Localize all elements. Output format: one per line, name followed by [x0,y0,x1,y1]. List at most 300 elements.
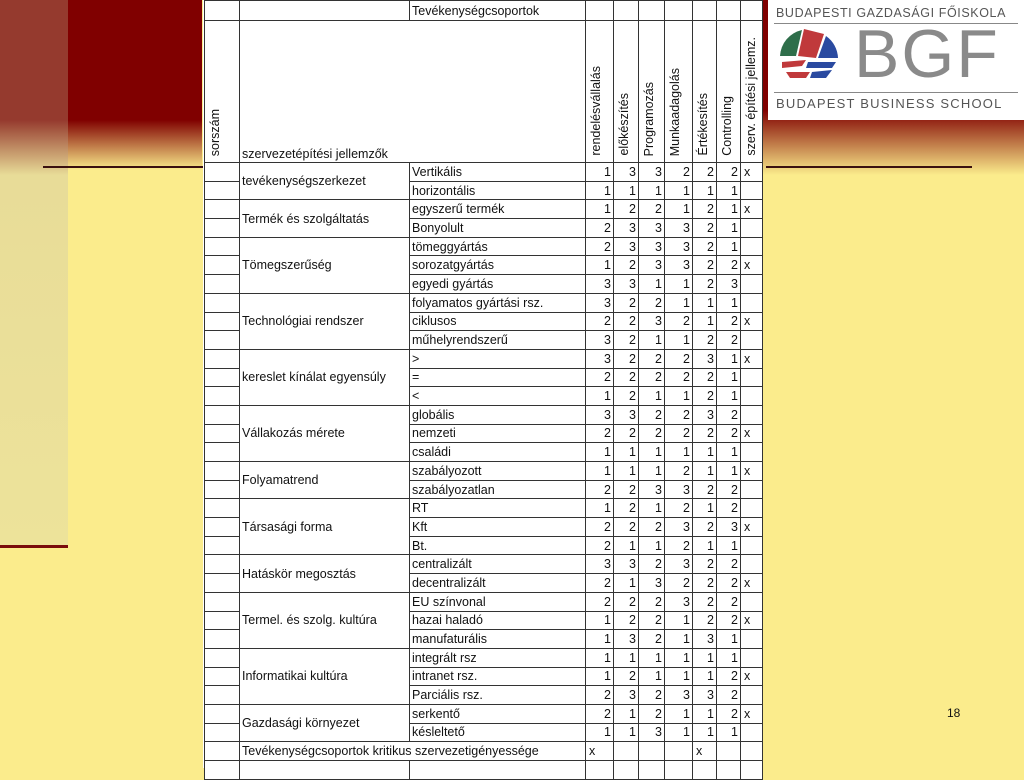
value-cell: 2 [717,704,741,723]
value-cell: 2 [665,405,693,424]
value-cell: 2 [614,480,639,499]
value-cell: 1 [693,536,717,555]
value-cell: 3 [665,256,693,275]
sorszam-cell [205,742,240,761]
sorszam-cell [205,312,240,331]
empty-row [205,761,763,780]
mark-cell [741,405,763,424]
value-cell: 2 [639,349,665,368]
value-cell: 2 [614,424,639,443]
sorszam-cell [205,648,240,667]
row-label: egyedi gyártás [410,275,586,294]
value-cell: 2 [614,387,639,406]
group-name: Vállakozás mérete [240,405,410,461]
row-label: Kft [410,518,586,537]
value-cell: 1 [665,331,693,350]
value-cell: 1 [693,293,717,312]
value-cell: 2 [639,518,665,537]
table-row [205,648,763,667]
value-cell: 2 [693,237,717,256]
value-cell: 2 [717,312,741,331]
value-cell: 3 [693,630,717,649]
value-cell: 1 [693,499,717,518]
table-row [205,293,763,312]
sorszam-cell [205,293,240,312]
row-label: horizontális [410,181,586,200]
value-cell: 1 [693,462,717,481]
row-label: szabályozott [410,462,586,481]
column-header-label: Controlling [720,96,734,156]
sorszam-cell [205,405,240,424]
footer-mark-cell [717,742,741,761]
table-row [205,499,763,518]
row-label: > [410,349,586,368]
value-cell: 2 [693,574,717,593]
row-label: hazai haladó [410,611,586,630]
value-cell: 1 [717,630,741,649]
value-cell: 2 [717,574,741,593]
value-cell: 3 [586,405,614,424]
sorszam-label: sorszám [208,108,222,156]
value-cell: 1 [586,723,614,742]
logo-bottom-text: BUDAPEST BUSINESS SCHOOL [776,96,1003,111]
value-cell: 1 [639,331,665,350]
row-label: manufaturális [410,630,586,649]
value-cell: 2 [665,574,693,593]
value-cell: 2 [614,611,639,630]
row-label: Parciális rsz. [410,686,586,705]
value-cell: 2 [717,555,741,574]
value-cell: 1 [665,443,693,462]
value-cell: 2 [639,200,665,219]
value-cell: 2 [717,667,741,686]
sorszam-cell [205,704,240,723]
value-cell: 2 [665,312,693,331]
column-header [614,21,639,163]
value-cell: 2 [693,256,717,275]
group-name: Hatáskör megosztás [240,555,410,592]
value-cell: 2 [693,163,717,182]
value-cell: 1 [717,368,741,387]
value-cell: 3 [639,723,665,742]
value-cell: 1 [717,200,741,219]
mark-cell [741,331,763,350]
cell [693,1,717,21]
value-cell: 3 [639,219,665,238]
value-cell: 2 [717,331,741,350]
sorszam-cell [205,200,240,219]
mark-cell [741,723,763,742]
value-cell: 2 [614,499,639,518]
sorszam-header [205,21,240,163]
table-row [205,349,763,368]
group-name: Technológiai rendszer [240,293,410,349]
value-cell: 3 [665,592,693,611]
value-cell: 2 [693,275,717,294]
mark-cell [741,368,763,387]
table-row [205,163,763,182]
value-cell: 3 [665,518,693,537]
value-cell: 3 [639,237,665,256]
value-cell: 2 [639,611,665,630]
sorszam-cell [205,499,240,518]
row-label: serkentő [410,704,586,723]
value-cell: 1 [639,275,665,294]
value-cell: 1 [665,293,693,312]
value-cell: 2 [614,293,639,312]
mark-cell: x [741,312,763,331]
column-header-label: Programozás [642,81,656,156]
mark-cell [741,592,763,611]
sorszam-cell [205,536,240,555]
group-name: Gazdasági környezet [240,704,410,741]
value-cell: 2 [586,368,614,387]
organization-characteristics-table [204,0,763,780]
value-cell: 2 [586,237,614,256]
row-label: centralizált [410,555,586,574]
sorszam-cell [205,462,240,481]
mark-cell [741,443,763,462]
value-cell: 1 [639,443,665,462]
cell [693,761,717,780]
value-cell: 3 [586,349,614,368]
footer-mark-cell [639,742,665,761]
sorszam-cell [205,181,240,200]
sorszam-cell [205,686,240,705]
value-cell: 3 [586,331,614,350]
sorszam-cell [205,592,240,611]
value-cell: 1 [614,462,639,481]
sorszam-cell [205,163,240,182]
slide-decoration-left-band [68,0,202,200]
value-cell: 1 [586,200,614,219]
sorszam-cell [205,443,240,462]
slide-decoration-left-strip [0,0,68,546]
cell [240,1,410,21]
value-cell: 2 [693,592,717,611]
value-cell: 1 [717,387,741,406]
value-cell: 2 [614,200,639,219]
column-header [693,21,717,163]
row-label: műhelyrendszerű [410,331,586,350]
divider-right [766,166,972,168]
mark-cell [741,480,763,499]
value-cell: 2 [614,331,639,350]
sorszam-cell [205,424,240,443]
table-row [205,462,763,481]
sorszam-cell [205,630,240,649]
value-cell: 2 [586,312,614,331]
footer-mark-cell: x [693,742,717,761]
value-cell: 1 [639,387,665,406]
column-header-label: Értékesítés [696,93,710,156]
logo-top-text: BUDAPESTI GAZDASÁGI FŐISKOLA [776,6,1007,20]
row-label: < [410,387,586,406]
value-cell: 3 [665,686,693,705]
group-name: Folyamatrend [240,462,410,499]
value-cell: 1 [639,181,665,200]
mark-cell: x [741,518,763,537]
column-header [717,21,741,163]
cell [665,761,693,780]
footer-mark-cell: x [586,742,614,761]
cell [614,761,639,780]
value-cell: 1 [614,574,639,593]
sorszam-cell [205,331,240,350]
value-cell: 2 [614,518,639,537]
mark-cell: x [741,667,763,686]
value-cell: 2 [665,368,693,387]
mark-cell [741,219,763,238]
group-title: Tevékenységcsoportok [410,1,586,21]
value-cell: 2 [717,405,741,424]
column-header [586,21,614,163]
mark-cell [741,293,763,312]
value-cell: 1 [717,293,741,312]
value-cell: 2 [717,592,741,611]
value-cell: 2 [639,630,665,649]
cell [665,1,693,21]
value-cell: 2 [693,368,717,387]
value-cell: 3 [614,237,639,256]
value-cell: 2 [614,349,639,368]
value-cell: 1 [717,723,741,742]
value-cell: 2 [639,555,665,574]
value-cell: 3 [614,275,639,294]
group-name: Termel. és szolg. kultúra [240,592,410,648]
cell [614,1,639,21]
value-cell: 2 [614,592,639,611]
value-cell: 1 [639,536,665,555]
mark-cell: x [741,256,763,275]
row-label: egyszerű termék [410,200,586,219]
cell [240,761,410,780]
sorszam-cell [205,275,240,294]
value-cell: 1 [586,499,614,518]
value-cell: 1 [586,611,614,630]
row-label: ciklusos [410,312,586,331]
value-cell: 3 [665,480,693,499]
group-name: kereslet kínálat egyensúly [240,349,410,405]
value-cell: 3 [614,405,639,424]
table-row [205,592,763,611]
value-cell: 2 [586,704,614,723]
mark-cell: x [741,611,763,630]
value-cell: 2 [586,536,614,555]
value-cell: 1 [586,667,614,686]
value-cell: 1 [586,387,614,406]
value-cell: 3 [586,555,614,574]
column-header-label: előkészítés [617,93,631,156]
cell [639,761,665,780]
value-cell: 2 [665,163,693,182]
mark-cell: x [741,574,763,593]
value-cell: 1 [717,443,741,462]
mark-cell [741,536,763,555]
column-header-label: rendelésvállalás [589,66,603,156]
value-cell: 1 [717,219,741,238]
value-cell: 2 [717,256,741,275]
value-cell: 3 [665,219,693,238]
value-cell: 2 [693,518,717,537]
value-cell: 2 [717,611,741,630]
value-cell: 2 [693,611,717,630]
row-label: Bt. [410,536,586,555]
value-cell: 3 [614,163,639,182]
value-cell: 2 [614,368,639,387]
value-cell: 1 [665,200,693,219]
value-cell: 2 [614,312,639,331]
row-label: EU színvonal [410,592,586,611]
value-cell: 2 [586,424,614,443]
value-cell: 1 [717,536,741,555]
page-number: 18 [947,706,961,720]
value-cell: 2 [586,219,614,238]
value-cell: 1 [717,237,741,256]
value-cell: 1 [717,648,741,667]
mark-cell [741,555,763,574]
value-cell: 3 [639,312,665,331]
value-cell: 3 [693,405,717,424]
value-cell: 1 [665,667,693,686]
sorszam-cell [205,667,240,686]
table-row [205,704,763,723]
value-cell: 1 [693,312,717,331]
value-cell: 1 [693,181,717,200]
cell [717,761,741,780]
mark-cell [741,275,763,294]
value-cell: 1 [665,648,693,667]
value-cell: 2 [586,480,614,499]
value-cell: 1 [614,181,639,200]
value-cell: 3 [639,256,665,275]
value-cell: 3 [693,349,717,368]
value-cell: 3 [614,555,639,574]
value-cell: 1 [717,462,741,481]
column-header [741,21,763,163]
value-cell: 1 [693,443,717,462]
value-cell: 2 [665,424,693,443]
table-row [205,237,763,256]
value-cell: 2 [717,480,741,499]
value-cell: 1 [586,630,614,649]
footer-mark-cell [665,742,693,761]
value-cell: 2 [693,424,717,443]
mark-cell [741,499,763,518]
value-cell: 2 [717,499,741,518]
value-cell: 3 [717,275,741,294]
logo-rule [774,92,1018,93]
column-header [665,21,693,163]
row-label: = [410,368,586,387]
row-label: családi [410,443,586,462]
value-cell: 1 [586,163,614,182]
characteristics-header: szervezetépítési jellemzők [240,21,586,163]
sorszam-cell [205,518,240,537]
table-row [205,200,763,219]
cell [586,761,614,780]
group-name: Termék és szolgáltatás [240,200,410,237]
mark-cell [741,237,763,256]
header-row-1 [205,1,763,21]
value-cell: 1 [586,648,614,667]
footer-row [205,742,763,761]
mark-cell: x [741,200,763,219]
sorszam-cell [205,219,240,238]
mark-cell: x [741,349,763,368]
sorszam-cell [205,349,240,368]
value-cell: 2 [665,349,693,368]
divider-bottom-left [0,545,68,548]
row-label: késleltető [410,723,586,742]
sorszam-cell [205,574,240,593]
cell [639,1,665,21]
cell [741,1,763,21]
value-cell: 2 [614,256,639,275]
divider-left [43,166,203,168]
group-name: Társasági forma [240,499,410,555]
footer-mark-cell [614,742,639,761]
value-cell: 1 [693,723,717,742]
value-cell: 3 [639,163,665,182]
value-cell: 2 [665,462,693,481]
value-cell: 2 [693,200,717,219]
value-cell: 1 [665,275,693,294]
row-label: intranet rsz. [410,667,586,686]
footer-label: Tevékenységcsoportok kritikus szervezetigényessége [240,742,586,761]
group-name: Tömegszerűség [240,237,410,293]
value-cell: 2 [639,405,665,424]
cell [717,1,741,21]
value-cell: 3 [693,686,717,705]
value-cell: 2 [665,536,693,555]
column-header-label: Munkaadagolás [668,67,682,156]
cell [410,761,586,780]
header-row-2 [205,21,763,163]
cell [586,1,614,21]
value-cell: 2 [693,555,717,574]
value-cell: 1 [586,443,614,462]
value-cell: 2 [717,424,741,443]
value-cell: 3 [639,574,665,593]
value-cell: 1 [665,611,693,630]
value-cell: 1 [665,181,693,200]
value-cell: 2 [717,686,741,705]
row-label: tömeggyártás [410,237,586,256]
sorszam-cell [205,723,240,742]
row-label: sorozatgyártás [410,256,586,275]
column-header-label: szerv. építési jellemz. [744,37,758,156]
value-cell: 1 [639,667,665,686]
value-cell: 1 [665,723,693,742]
logo-mark: BGF [854,16,1000,92]
value-cell: 1 [614,648,639,667]
mark-cell: x [741,163,763,182]
mark-cell: x [741,424,763,443]
value-cell: 1 [614,443,639,462]
value-cell: 2 [586,592,614,611]
mark-cell [741,648,763,667]
value-cell: 1 [639,648,665,667]
column-header [639,21,665,163]
value-cell: 2 [639,424,665,443]
value-cell: 3 [665,237,693,256]
value-cell: 1 [614,704,639,723]
sorszam-cell [205,555,240,574]
value-cell: 2 [639,368,665,387]
value-cell: 2 [693,219,717,238]
value-cell: 2 [717,163,741,182]
